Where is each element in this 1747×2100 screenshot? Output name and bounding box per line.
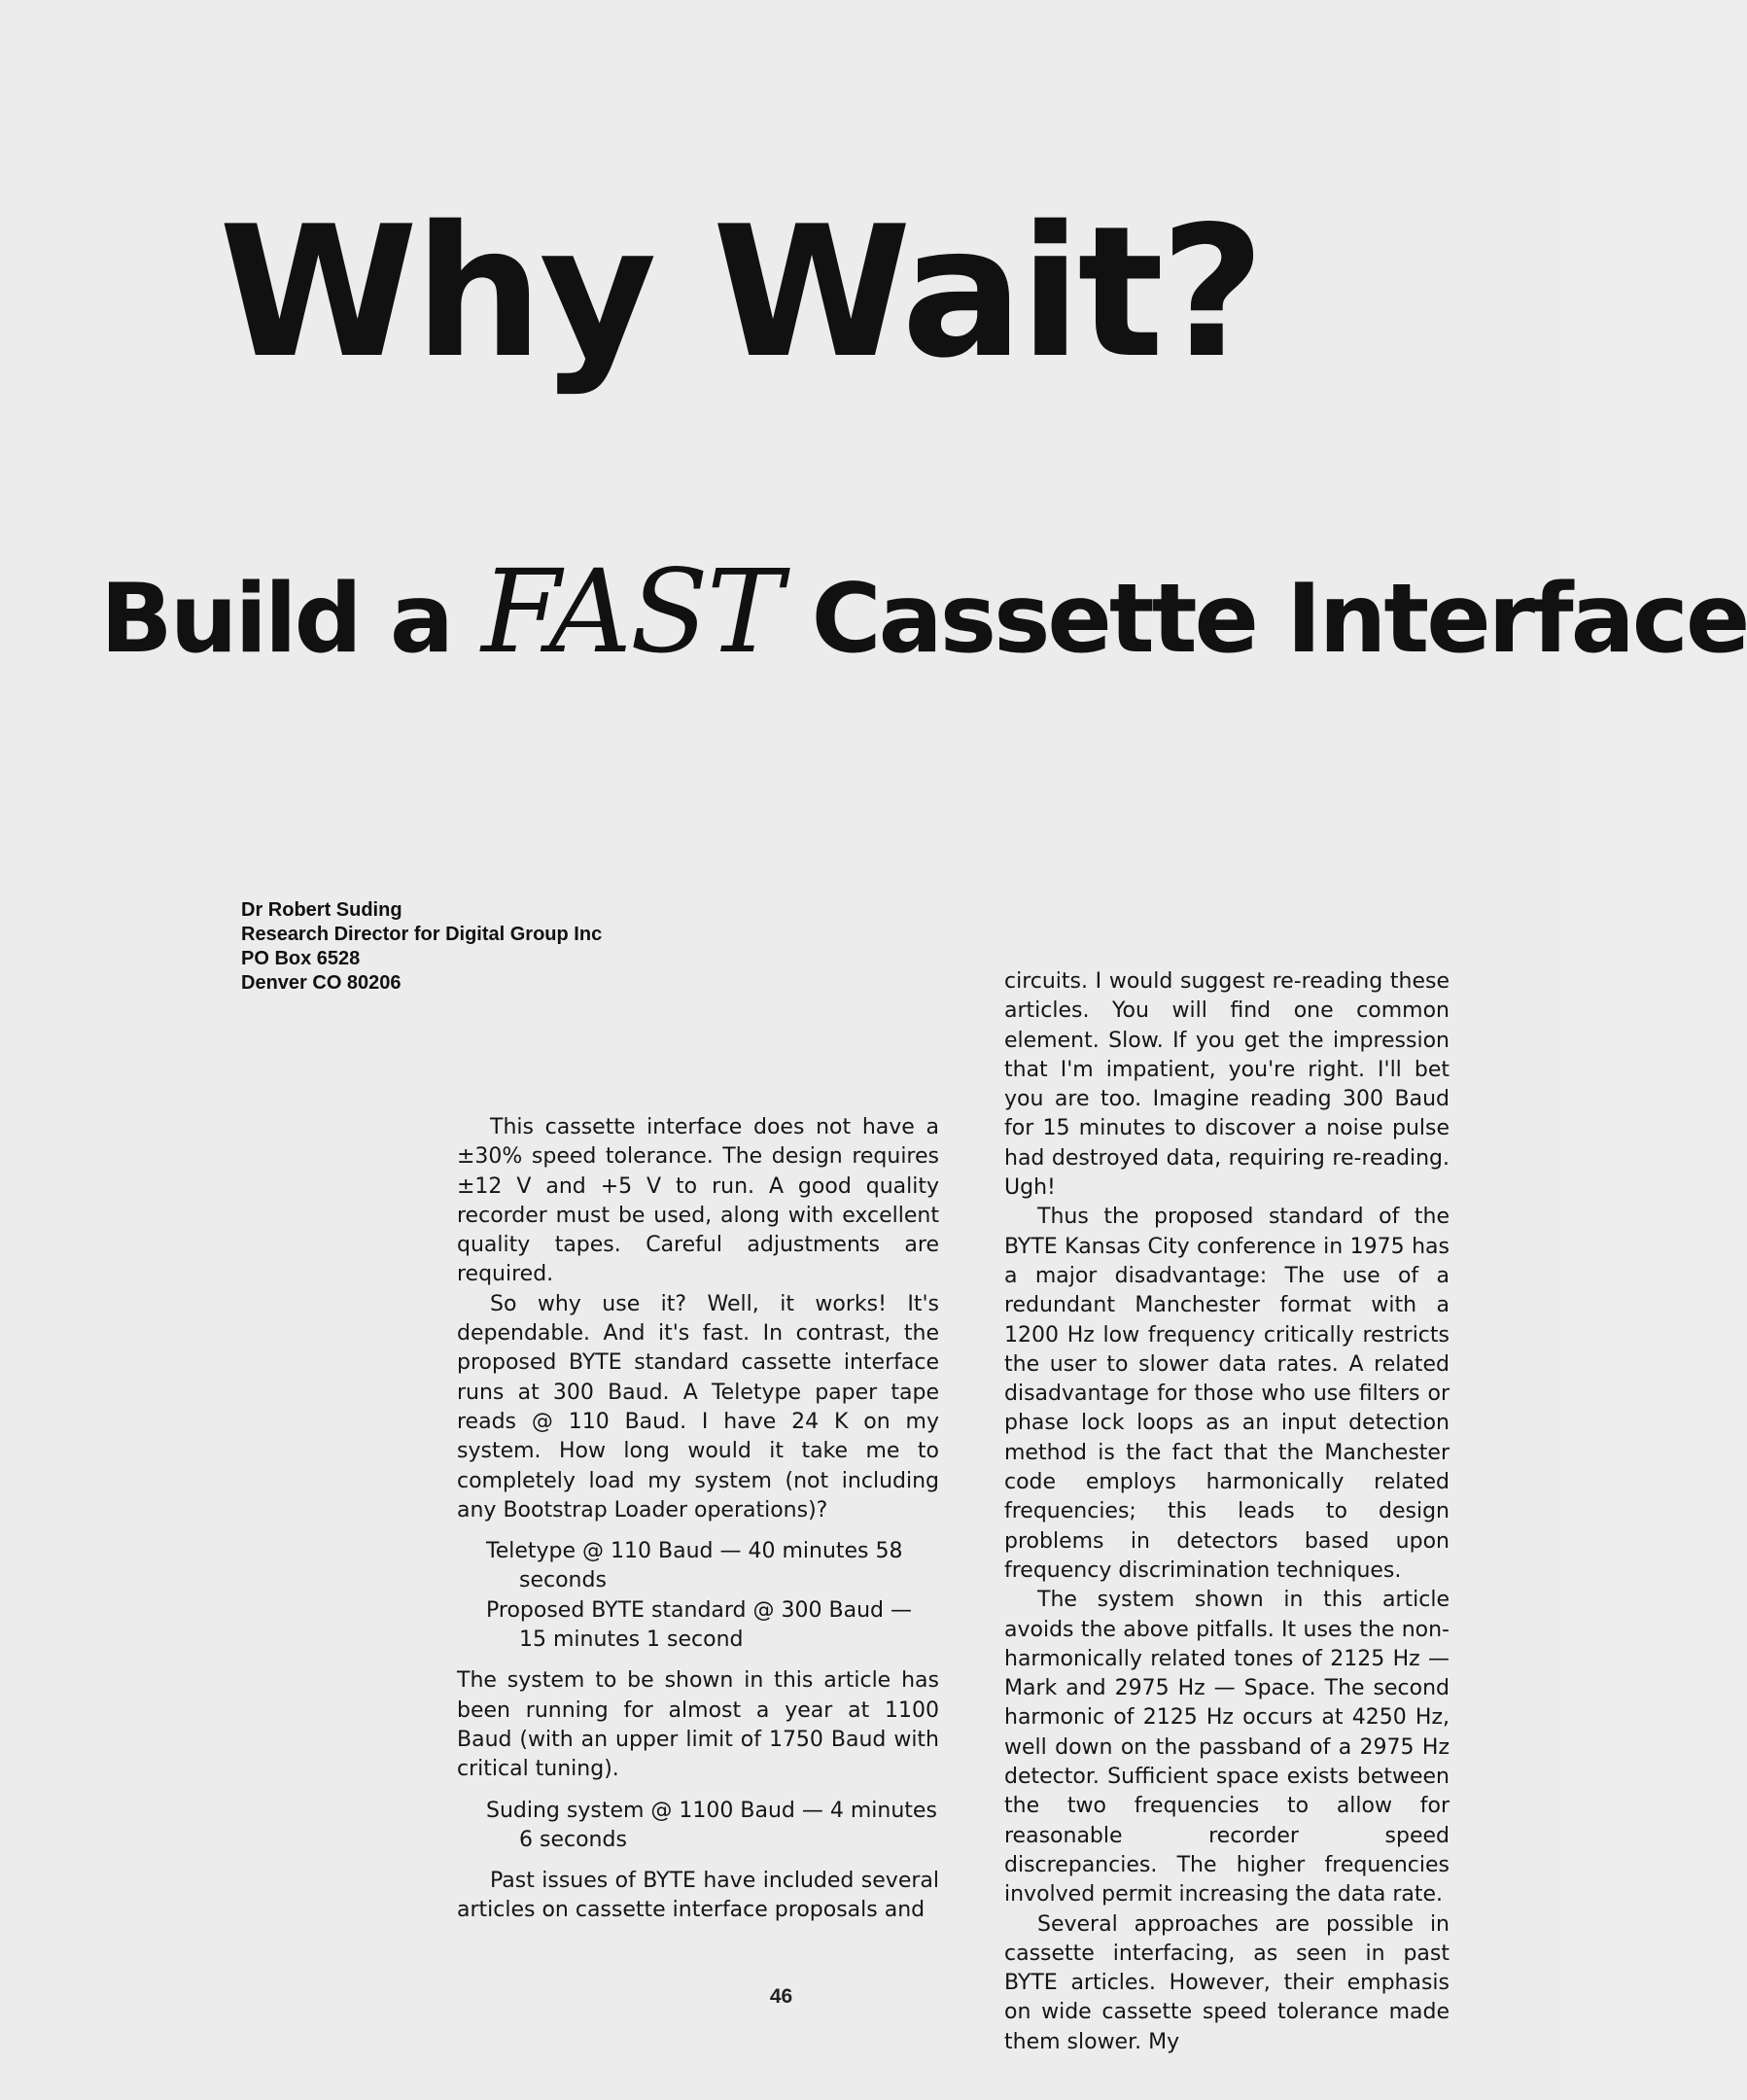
left-column bbox=[457, 1113, 939, 1926]
timing-item: Suding system @ 1100 Baud — 4 minutes 6 seconds bbox=[486, 1798, 937, 1852]
article-subtitle bbox=[100, 544, 1747, 679]
paragraph: This cassette interface does not have a ±30% speed tolerance. The design requires ±12 V and +5 V to run. A good quality recorder must be used, along with excellent quality tapes. Careful adjustments are required. bbox=[457, 1115, 939, 1287]
paragraph: Past issues of BYTE have included several articles on cassette interface proposals and bbox=[457, 1869, 939, 1923]
article-title: Why Wait? bbox=[219, 187, 1262, 398]
paragraph: Thus the proposed standard of the BYTE Kansas City conference in 1975 has a major disadvantage: The use of a redundant Manchester format with a 1200 Hz low frequency critically restricts the user to slower data rates. A related disadvantage for those who use filters or phase lock loops as an input detection method is the fact that the Manchester code employs harmonically related frequencies; this leads to design problems in detectors based upon frequency discrimination techniques. bbox=[1004, 1205, 1450, 1583]
author-address-line2: Denver CO 80206 bbox=[241, 972, 402, 994]
paragraph: The system to be shown in this article has been running for almost a year at 1100 Baud (with an upper limit of 1750 Baud with critical tuning). bbox=[457, 1668, 939, 1782]
subtitle-emphasis: FAST bbox=[481, 544, 782, 679]
subtitle-suffix: Cassette Interface bbox=[781, 564, 1747, 675]
paragraph: The system shown in this article avoids the above pitfalls. It uses the non-harmonically related tones of 2125 Hz — Mark and 2975 Hz — Space. The second harmonic of 2125 Hz occurs at 4250 Hz, well down on the passband of a 2975 Hz detector. Sufficient space exists between the two frequencies to allow for reasonable recorder speed discrepancies. The higher frequencies involved permit increasing the data rate. bbox=[1004, 1588, 1450, 1908]
page-number: 46 bbox=[769, 1985, 793, 2008]
subtitle-prefix: Build a bbox=[100, 564, 482, 675]
author-name: Dr Robert Suding bbox=[241, 899, 402, 921]
author-position: Research Director for Digital Group Inc bbox=[241, 924, 603, 945]
timing-item: Teletype @ 110 Baud — 40 minutes 58 seconds bbox=[486, 1539, 903, 1593]
timing-item: Proposed BYTE standard @ 300 Baud — 15 minutes 1 second bbox=[486, 1597, 912, 1653]
right-column bbox=[1004, 967, 1450, 2057]
paragraph: circuits. I would suggest re-reading these articles. You will find one common element. Slow. If you get the impression that I'm impatient, you're right. I'll bet you are too. Imagine reading 300 Baud for 15 minutes to discover a noise pulse had destroyed data, requiring re-reading. Ugh! bbox=[1004, 969, 1450, 1201]
author-address-line1: PO Box 6528 bbox=[241, 948, 361, 969]
author-block bbox=[241, 898, 602, 996]
paragraph: Several approaches are possible in cassette interfacing, as seen in past BYTE articles. However, their emphasis on wide cassette speed tolerance made them slower. My bbox=[1004, 1911, 1450, 2054]
paragraph: So why use it? Well, it works! It's dependable. And it's fast. In contrast, the proposed BYTE standard cassette interface runs at 300 Baud. A Teletype paper tape reads @ 110 Baud. I have 24 K on my system. How long would it take me to completely load my system (not including any Bootstrap Loader operations)? bbox=[457, 1291, 939, 1522]
